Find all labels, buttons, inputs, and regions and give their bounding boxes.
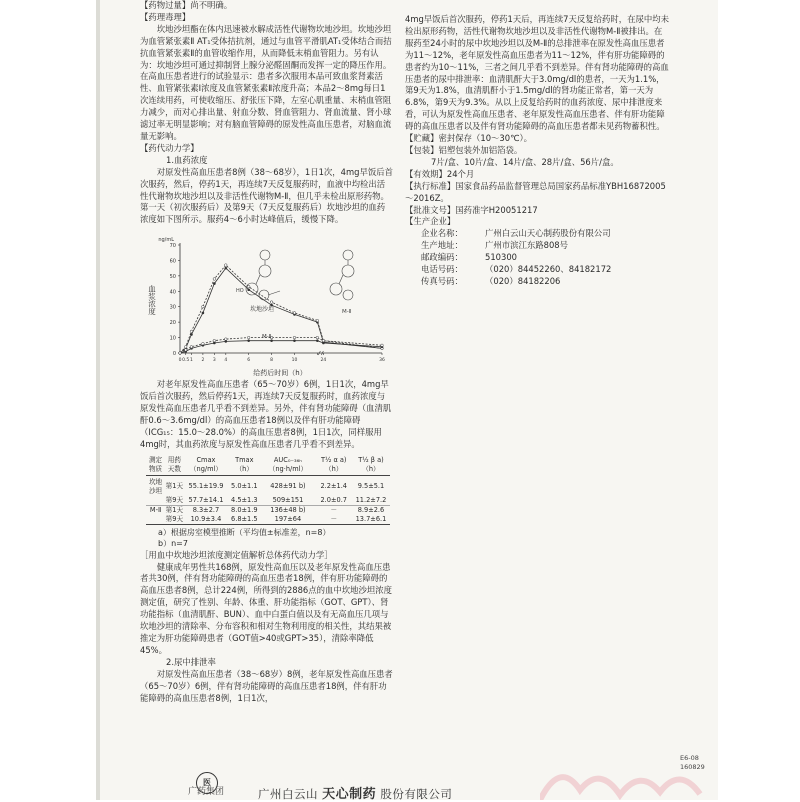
data-point	[316, 340, 319, 343]
mfr-row	[405, 228, 670, 240]
table-cell: 197±64	[260, 515, 315, 525]
group-name: 广药集团	[188, 787, 225, 797]
table-cell	[146, 515, 165, 525]
mfr-value: （020）84452260、84182172	[485, 264, 612, 275]
structure-m2	[330, 250, 354, 300]
data-point	[316, 320, 319, 323]
data-point	[202, 312, 205, 315]
company-name	[258, 783, 452, 802]
table-cell: －	[316, 515, 352, 525]
manufacturer-info	[405, 228, 670, 288]
table-note-b: b）n=7	[158, 539, 188, 549]
company-logo-icon: 医	[196, 772, 218, 794]
table-cell: 4.5±1.3	[231, 495, 258, 504]
table-cell: 2.0±0.7	[320, 495, 347, 504]
x-tick-label: 1	[190, 358, 193, 364]
data-point	[293, 340, 296, 343]
y-tick-label: 70	[169, 243, 176, 250]
sheet-edge	[96, 0, 100, 800]
pk-text-elderly: 对老年原发性高血压患者（65～70岁）6例，1日1次，4mg早饭后首次服药，然后停药1天，再连续7天反复服药时，血药浓度与原发性高血压患者几乎看不到差异。另外，伴有肾功能障碍（血清肌酐0.6～3.6mg/dl）的高血压患者18例以及伴有肝功能障碍（ICG₁₅：15.0～28.0%）的高血压患者8例，1日1次，同样服用4mg时，其血药浓度与原发性高血压患者几乎看不到差异。	[140, 379, 392, 449]
x-tick-label: 2	[201, 358, 205, 364]
x-tick-label: 0	[178, 358, 182, 364]
y-tick-label: 60	[169, 258, 176, 265]
package-specs: 7片/盒、10片/盒、14片/盒、28片/盒、56片/盒。	[431, 156, 619, 167]
pk-subheading-urine: 2.尿中排泄率	[166, 656, 216, 667]
pk-heading: 【药代动力学】	[140, 142, 199, 153]
data-point	[184, 349, 187, 352]
data-point	[190, 346, 193, 349]
validity-text: 24个月	[446, 168, 475, 179]
footer-bar	[160, 771, 680, 802]
table-header-cell: 用药天数	[165, 455, 184, 476]
table-cell: 13.7±6.1	[352, 515, 390, 525]
table-cell	[146, 496, 165, 506]
mfr-value: 510300	[485, 252, 517, 263]
data-point	[213, 278, 216, 281]
pk-parameter-table	[146, 455, 390, 525]
structure-candesartan	[246, 250, 280, 300]
y-axis-label: 血浆浓度	[147, 285, 157, 316]
y-unit: ng/mL	[158, 237, 174, 244]
table-cell: 2.2±1.4	[320, 482, 347, 491]
data-point	[270, 301, 273, 304]
data-point	[322, 340, 325, 343]
table-cell: 6.8±1.5	[228, 515, 260, 525]
table-cell: 10.9±3.4	[184, 515, 229, 525]
mfr-value: 广州市滨江东路808号	[485, 240, 568, 251]
y-ticks	[170, 243, 180, 357]
compound-label-1: HO	[236, 288, 244, 295]
table-cell: 57.7±14.1	[188, 495, 224, 504]
package-text: 铝塑包装外加铝箔袋。	[438, 144, 523, 155]
pk-subheading-blood: 1.血药浓度	[166, 154, 208, 165]
table-cell: 8.3±2.7	[184, 505, 229, 515]
table-row	[146, 505, 390, 515]
mfr-label: 企业名称：	[421, 228, 463, 239]
company-prefix: 广州白云山	[258, 787, 318, 801]
table-header-cell: Cmax（ng/ml）	[184, 455, 229, 476]
mfr-label: 传真号码：	[421, 275, 463, 286]
print-code-line1: E6-08	[680, 754, 699, 762]
x-tick-label: 3	[212, 358, 216, 364]
mfr-value: （020）84182206	[485, 275, 561, 286]
overdose-section	[140, 0, 393, 12]
y-tick-label: 50	[169, 274, 176, 281]
y-tick-label: 40	[169, 289, 176, 296]
mfr-row	[405, 264, 670, 276]
table-cell: －	[316, 505, 352, 515]
x-tick-label: 10	[291, 358, 298, 364]
storage-section	[405, 133, 670, 145]
table-cell: 55.1±19.9	[188, 482, 224, 491]
data-point	[316, 336, 319, 339]
table-note-a: a）根据房室模型推断（平均值±标准差，n=8）	[158, 527, 331, 537]
data-point	[213, 282, 216, 285]
company-brand: 天心制药	[322, 787, 377, 802]
approval-section	[405, 205, 670, 217]
package-section	[405, 145, 670, 157]
y-tick-label: 30	[169, 304, 176, 311]
urine-text-continued: 4mg早饭后首次服药，停药1天后，再连续7天反复给药时，在尿中均未检出原形药物，活性代谢物坎地沙坦以及非活性代谢物M-Ⅱ被排出。在服药至24小时的尿中坎地沙坦以及M-Ⅱ的总排泄率在原发性高血压患者为11～12%，老年原发性高血压患者为11～12%，伴有肝功能障碍的患者约为10～11%，三者之间几乎看不到差异。伴有肾功能障碍的高血压患者的尿中排泄率：血清肌酐大于3.0mg/dl的患者，一天为1.1%，第9天为1.8%，血清肌酐小于1.5mg/dl的肾功能正常者，第一天为6.8%，第9天为9.3%。从以上反复给药时的血药浓度、尿中排泄度来看，可认为原发性高血压患者、老年原发性高血压患者、伴有肝功能障碍的高血压患者以及伴有肾功能障碍的高血压患者都未见药物蓄积性。	[405, 14, 669, 132]
mfr-row	[405, 252, 670, 264]
validity-section	[405, 169, 670, 181]
y-tick-label: 10	[169, 335, 176, 342]
standard-text: 国家食品药品监督管理总局国家药品标准YBH16872005～2016Z。	[405, 180, 666, 203]
table-header-cell: T½ β a)（h）	[352, 455, 390, 476]
left-column	[140, 0, 393, 704]
table-header-cell: AUC₀₋₃₆ₕ（ng·h/ml）	[260, 455, 315, 476]
overdose-heading: 【药物过量】	[140, 0, 191, 10]
data-point	[179, 352, 182, 355]
table-cell: M-Ⅱ	[146, 505, 165, 515]
table-row	[146, 515, 390, 525]
validity-heading: 【有效期】	[405, 168, 447, 179]
data-point	[224, 267, 227, 270]
ppk-text: 健康成年男性共168例，原发性高血压以及老年原发性高血压患者共30例，伴有肾功能障碍的高血压患者18例，伴有肝功能障碍的高血压患者8例，总计224例，所得到的2886点的血中坎地沙坦浓度测定值，研究了性别、年龄、体重、肝功能指标（GOT、GPT）、肾功能指标（血清肌酐、BUN）、血中白蛋白值以及有无高血压几项与坎地沙坦的清除率、分布容积和相对生物利用度的相关性，其结果被推定为肝功能障碍患者（GOT值>40或GPT>35），清除率降低45%。	[140, 561, 393, 655]
table-cell: 9.5±5.1	[357, 482, 385, 491]
series-line	[180, 268, 382, 353]
chart-series	[179, 264, 384, 355]
table-cell: 8.0±1.9	[228, 505, 260, 515]
table-cell: 11.2±7.2	[355, 495, 387, 504]
x-tick-label: 6	[247, 358, 251, 364]
data-point	[381, 344, 384, 347]
approval-heading: 【批准文号】	[405, 204, 456, 215]
x-tick-label: 4	[224, 358, 228, 364]
mfr-row	[405, 276, 670, 288]
series-label-candesartan: 坎地沙坦	[250, 306, 275, 314]
storage-text: 密封保存（10～30℃）。	[438, 133, 533, 144]
print-code-line2: 160829	[680, 763, 705, 771]
mfr-label: 邮政编码：	[421, 252, 463, 263]
data-point	[247, 336, 250, 339]
storage-heading: 【贮藏】	[405, 133, 439, 144]
x-tick-label: 24	[320, 358, 327, 364]
table-cell: 第9天	[165, 495, 184, 504]
table-row	[146, 496, 390, 506]
y-tick-label: 20	[169, 320, 176, 327]
company-suffix: 股份有限公司	[380, 787, 453, 801]
compound-label-2: M-Ⅱ	[342, 309, 352, 316]
table-cell: 8.9±2.6	[352, 505, 390, 515]
manufacturer-heading: 【生产企业】	[405, 216, 456, 227]
standard-section	[405, 181, 670, 205]
approval-text: 国药准字H20051217	[455, 204, 538, 215]
mfr-label: 电话号码：	[421, 264, 463, 275]
table-cell: 第1天	[165, 505, 184, 514]
pharmacology-heading: 【药理毒理】	[140, 11, 191, 22]
ppk-heading: ［用血中坎地沙坦浓度测定值解析总体药代动力学］	[140, 549, 333, 560]
mfr-row	[405, 240, 670, 252]
package-heading: 【包装】	[405, 144, 439, 155]
data-point	[190, 330, 193, 333]
data-point	[213, 340, 216, 343]
table-cell: 5.0±1.1	[231, 482, 258, 491]
y-tick-label: 0	[172, 351, 176, 358]
overdose-text: 尚不明确。	[190, 0, 233, 10]
data-point	[184, 346, 187, 349]
data-point	[224, 338, 227, 341]
table-cell: 509±151	[272, 495, 304, 504]
x-axis-label: 给药后时间（h）	[253, 369, 307, 378]
data-point	[293, 336, 296, 339]
table-cell: 136±48 b)	[260, 505, 315, 515]
table-header-cell: Tmax（h）	[228, 455, 260, 476]
table-cell: 第9天	[165, 514, 184, 523]
mfr-label: 生产地址：	[421, 240, 463, 251]
data-point	[247, 340, 250, 343]
data-point	[202, 306, 205, 309]
x-tick-label: 36	[379, 358, 385, 364]
data-point	[247, 289, 250, 292]
right-column	[405, 14, 670, 288]
data-point	[293, 312, 296, 315]
data-point	[224, 264, 227, 267]
mfr-value: 广州白云山天心制药股份有限公司	[485, 228, 611, 239]
table-header-cell: T½ α a)（h）	[316, 455, 352, 476]
x-tick-label: 0.5	[182, 358, 190, 364]
x-tick-label: 8	[270, 358, 274, 364]
concentration-chart	[140, 229, 390, 379]
data-point	[247, 286, 250, 289]
pk-text-urine: 对原发性高血压患者（38～68岁）8例，老年原发性高血压患者（65～70岁）6例，伴有肾功能障碍的高血压患者18例，伴有肝功能障碍的高血压患者8例，1日1次，	[140, 668, 393, 703]
table-header-cell: 测定物质	[146, 455, 165, 476]
table-cell: 第1天	[165, 482, 184, 491]
pk-text-blood: 对原发性高血压患者8例（38～68岁），1日1次，4mg早饭后首次服药，然后，停药1天，再连续7天反复服药时，血液中均检出活性代谢物坎地沙坦以及非活性代谢物M-Ⅱ，但几乎未检出原形药物。第一天（初次服药后）及第9天（7天反复服药后）坎地沙坦的血药浓度如下图所示。服药4～6小时达峰值后，缓慢下降。	[140, 166, 393, 225]
table-cell: 坎地沙坦	[148, 477, 163, 495]
table-row	[146, 475, 390, 496]
pharmacology-text: 坎地沙坦酯在体内迅速被水解成活性代谢物坎地沙坦。坎地沙坦为血管紧张素Ⅱ AT₁受体拮抗剂，通过与血管平滑肌AT₁受体结合而拮抗血管紧张素Ⅱ的血管收缩作用，从而降低末梢血管阻力。另有认为：坎地沙坦可通过抑制肾上腺分泌醛固酮而发挥一定的降压作用。在高血压患者进行的试验显示：患者多次服用本品可致血浆肾素活性、血管紧张素Ⅰ浓度及血管紧张素Ⅱ浓度升高；本品2～8mg每日1次连续用药，可使收缩压、舒张压下降，左室心肌重量、末梢血管阻力减少，而对心排出量、射血分数、肾血管阻力、肾血流量、肾小球滤过率无明显影响；对有脑血管障碍的原发性高血压患者，对脑血流量无影响。	[140, 23, 392, 141]
data-point	[202, 343, 205, 346]
table-cell: 428±91 b)	[270, 482, 306, 491]
series-label-m2: M-Ⅱ	[262, 334, 272, 341]
standard-heading: 【执行标准】	[405, 180, 456, 191]
